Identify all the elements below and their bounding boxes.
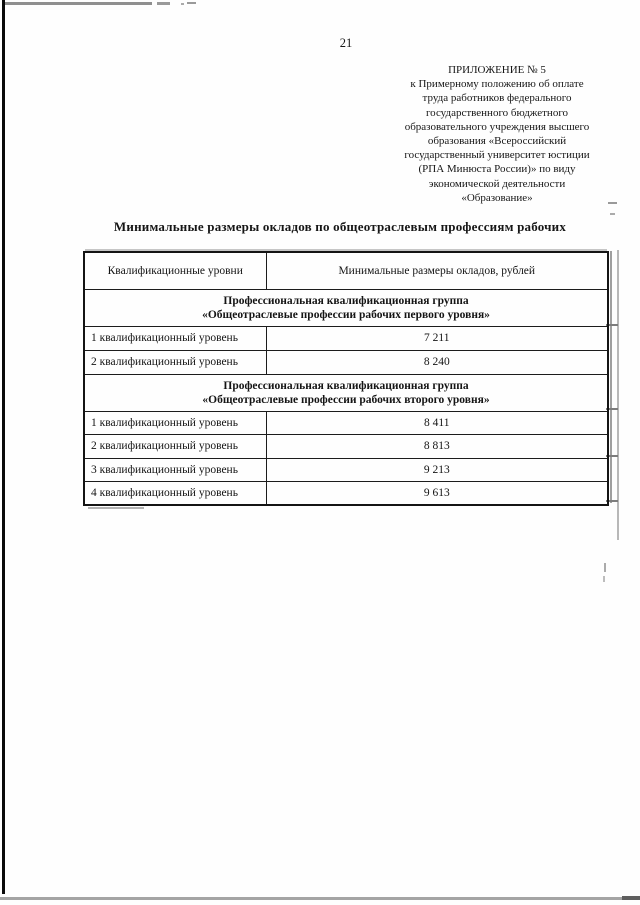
scan-artifact-under-table-dash	[88, 507, 144, 509]
scan-artifact-bottom-dark-mark	[622, 896, 640, 900]
salary-cell: 9 613	[266, 481, 608, 505]
appendix-description-line: к Примерному положению об оплате	[410, 78, 584, 91]
appendix-description-line: (РПА Минюста России)» по виду	[418, 163, 576, 176]
salary-cell: 8 411	[266, 411, 608, 434]
column-header-salary: Минимальные размеры окладов, рублей	[266, 252, 608, 289]
scan-artifact-right-faint-line	[617, 250, 619, 540]
table-header-row	[84, 252, 608, 289]
appendix-description-line: государственный университет юстиции	[404, 149, 590, 162]
scan-artifact-bottom-line	[0, 897, 640, 900]
scan-artifact-top-dash	[157, 2, 170, 5]
scan-artifact-speck	[604, 563, 606, 572]
appendix-description-line: «Образование»	[461, 191, 533, 204]
level-cell: 2 квалификационный уровень	[84, 350, 266, 374]
table-row	[84, 434, 608, 458]
scan-artifact-left-edge-line	[2, 0, 5, 894]
scan-artifact-top-dash	[187, 2, 196, 4]
appendix-header-block	[383, 63, 611, 205]
group-header-row-second-level	[84, 374, 608, 411]
group-name-line: «Общеотраслевые профессии рабочих второго уровня»	[202, 393, 490, 406]
table-row	[84, 458, 608, 481]
scan-artifact-speck	[603, 576, 605, 582]
scan-artifact-right-ghost-line	[610, 251, 612, 503]
group-header-cell	[84, 374, 608, 411]
appendix-description-line: образовательного учреждения высшего	[404, 120, 590, 133]
table-row	[84, 481, 608, 505]
level-cell: 2 квалификационный уровень	[84, 434, 266, 458]
group-header-cell	[84, 289, 608, 326]
scan-artifact-speck	[610, 213, 615, 215]
table-row	[84, 326, 608, 350]
appendix-description-line: экономической деятельности	[428, 177, 566, 190]
appendix-label: ПРИЛОЖЕНИЕ № 5	[448, 64, 546, 76]
level-cell: 4 квалификационный уровень	[84, 481, 266, 505]
table-title: Минимальные размеры окладов по общеотраслевым профессиям рабочих	[113, 219, 567, 234]
table-row	[84, 350, 608, 374]
salary-cell: 7 211	[266, 326, 608, 350]
group-name-line: «Общеотраслевые профессии рабочих первого уровня»	[202, 308, 490, 321]
table-row	[84, 411, 608, 434]
level-cell: 1 квалификационный уровень	[84, 411, 266, 434]
appendix-description-line: образования «Всероссийский	[427, 135, 567, 148]
page-number: 21	[339, 36, 353, 50]
level-cell: 1 квалификационный уровень	[84, 326, 266, 350]
group-name-line: Профессиональная квалификационная группа	[223, 379, 469, 392]
salary-cell: 9 213	[266, 458, 608, 481]
group-header-row-first-level	[84, 289, 608, 326]
level-cell: 3 квалификационный уровень	[84, 458, 266, 481]
column-header-levels: Квалификационные уровни	[84, 252, 266, 289]
group-name-line: Профессиональная квалификационная группа	[223, 294, 469, 307]
salary-cell: 8 813	[266, 434, 608, 458]
appendix-description-line: государственного бюджетного	[425, 106, 569, 119]
scan-artifact-top-line	[5, 2, 152, 5]
scan-artifact-top-dash	[181, 3, 184, 5]
salary-table	[83, 251, 609, 506]
appendix-description-line: труда работников федерального	[422, 92, 572, 105]
salary-cell: 8 240	[266, 350, 608, 374]
